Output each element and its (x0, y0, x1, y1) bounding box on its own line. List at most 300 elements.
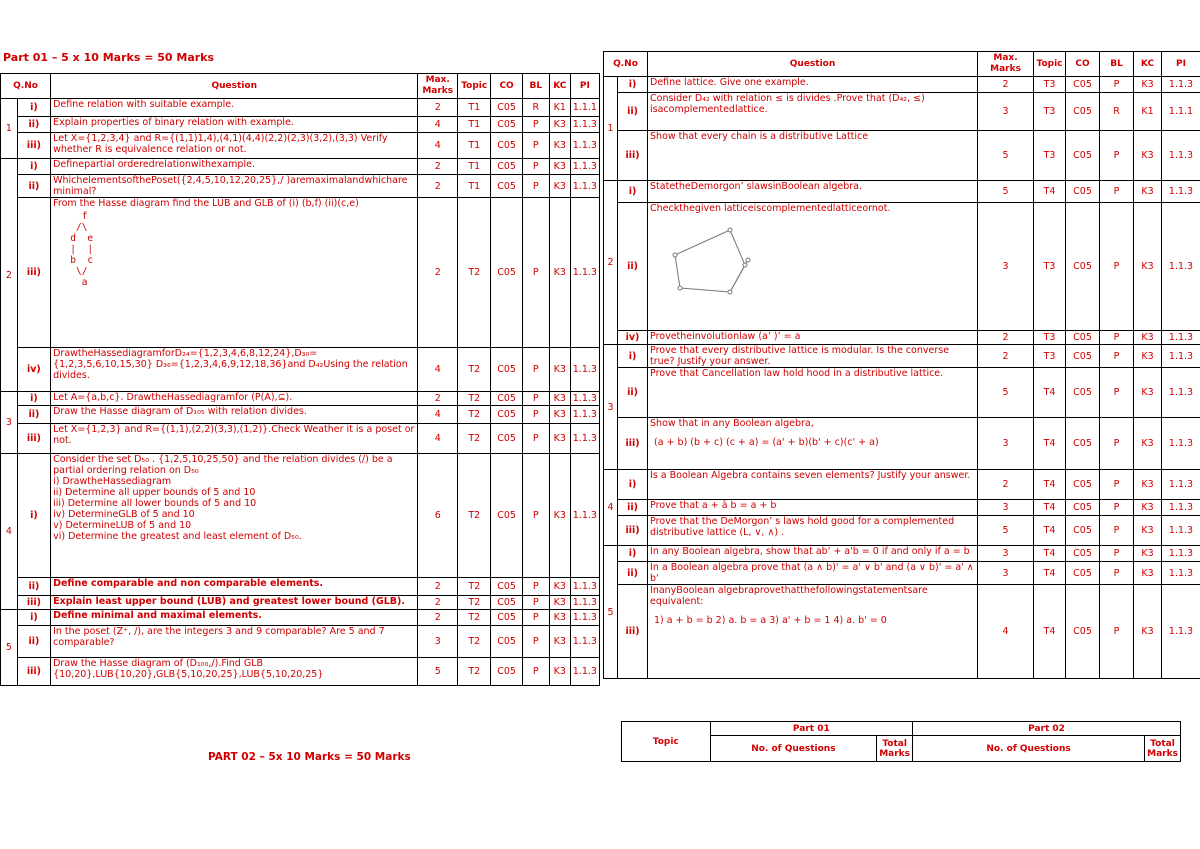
co-value: C05 (1066, 585, 1100, 679)
bl-value: P (1100, 470, 1134, 500)
topic-value: T2 (458, 578, 491, 596)
question-subitem: iv) DetermineGLB of 5 and 10 (53, 509, 195, 520)
marks-value: 2 (978, 345, 1034, 368)
bl-value: P (522, 175, 549, 198)
kc-value: K3 (549, 578, 570, 596)
question-text (648, 93, 978, 131)
question-text-line: Explain least upper bound (LUB) and greatest lower bound (GLB). (53, 596, 405, 607)
co-value: C05 (491, 454, 522, 578)
topic-value: T2 (458, 392, 491, 406)
sub-question-number: iii) (17, 424, 50, 454)
co-value: C05 (1066, 368, 1100, 418)
sub-question-number: iv) (618, 331, 648, 345)
topic-value: T4 (1034, 585, 1066, 679)
co-value: C05 (1066, 562, 1100, 585)
question-text (648, 331, 978, 345)
co-value: C05 (491, 578, 522, 596)
pi-value: 1.1.3 (1162, 181, 1200, 203)
table-row (604, 562, 1200, 585)
marks-value: 6 (418, 454, 458, 578)
pi-value: 1.1.3 (570, 133, 599, 159)
pi-value: 1.1.3 (570, 610, 599, 626)
bl-value: P (522, 424, 549, 454)
bl-value: P (1100, 77, 1134, 93)
sub-question-number: i) (618, 181, 648, 203)
question-text (51, 99, 418, 117)
bl-value: P (522, 596, 549, 610)
topic-value: T2 (458, 454, 491, 578)
kc-value: K3 (1134, 77, 1162, 93)
kc-value: K3 (549, 596, 570, 610)
co-value: C05 (1066, 331, 1100, 345)
topic-value: T3 (1034, 203, 1066, 331)
table-row (1, 133, 600, 159)
marks-value: 2 (418, 596, 458, 610)
question-text-line: Prove that a + ā b = a + b (650, 500, 777, 511)
pi-value: 1.1.3 (570, 424, 599, 454)
question-text (648, 585, 978, 679)
pi-value: 1.1.3 (1162, 585, 1200, 679)
topic-value: T4 (1034, 516, 1066, 546)
question-subitem: v) DetermineLUB of 5 and 10 (53, 520, 192, 531)
sub-question-number: iii) (618, 131, 648, 181)
summary-part02-label: Part 02 (913, 722, 1181, 736)
bl-value: P (522, 133, 549, 159)
pi-value: 1.1.3 (570, 658, 599, 686)
co-value: C05 (491, 133, 522, 159)
question-text (648, 181, 978, 203)
header-pi: PI (1162, 52, 1200, 77)
kc-value: K3 (1134, 500, 1162, 516)
question-text-line: In a Boolean algebra prove that (a ∧ b)' = a' ∨ b' and (a ∨ b)' = a' ∧ b' (650, 562, 974, 584)
sub-question-number: i) (618, 77, 648, 93)
question-text-line: Prove that Cancellation law hold hood in a distributive lattice. (650, 368, 944, 379)
topic-value: T2 (458, 658, 491, 686)
pi-value: 1.1.3 (570, 392, 599, 406)
marks-summary-table (621, 721, 1181, 762)
co-value: C05 (1066, 500, 1100, 516)
question-text (51, 454, 418, 578)
marks-value: 2 (418, 159, 458, 175)
marks-value: 2 (418, 578, 458, 596)
part1-question-table (0, 73, 600, 686)
bl-value: P (522, 658, 549, 686)
marks-value: 2 (978, 470, 1034, 500)
question-formula: 1) a + b = b 2) a. b = a 3) a' + b = 1 4) a. b' = 0 (654, 615, 887, 626)
sub-question-number: iii) (17, 596, 50, 610)
marks-value: 4 (418, 117, 458, 133)
kc-value: K3 (549, 392, 570, 406)
marks-value: 4 (418, 424, 458, 454)
header-kc: KC (549, 74, 570, 99)
co-value: C05 (491, 658, 522, 686)
table-row (604, 77, 1200, 93)
table-row (1, 175, 600, 198)
total-label: Total (1150, 738, 1175, 749)
co-value: C05 (491, 406, 522, 424)
sub-question-number: iii) (17, 133, 50, 159)
kc-value: K3 (1134, 331, 1162, 345)
bl-value: P (522, 348, 549, 392)
kc-value: K3 (1134, 203, 1162, 331)
question-subitem: ii) Determine all upper bounds of 5 and 10 (53, 487, 256, 498)
co-value: C05 (1066, 203, 1100, 331)
summary-topic-label: Topic (622, 722, 711, 762)
question-text-line: Definepartial orderedrelationwithexample. (53, 159, 255, 170)
sub-question-number: ii) (17, 626, 50, 658)
kc-value: K3 (549, 626, 570, 658)
topic-value: T3 (1034, 77, 1066, 93)
bl-value: P (1100, 331, 1134, 345)
marks-label: Marks (1147, 748, 1178, 759)
header-topic: Topic (1034, 52, 1066, 77)
marks-value: 3 (978, 93, 1034, 131)
kc-value: K1 (1134, 93, 1162, 131)
bl-value: P (1100, 203, 1134, 331)
kc-value: K3 (549, 117, 570, 133)
pi-value: 1.1.1 (570, 99, 599, 117)
topic-value: T3 (1034, 345, 1066, 368)
sub-question-number: ii) (618, 203, 648, 331)
co-value: C05 (491, 348, 522, 392)
topic-value: T2 (458, 198, 491, 348)
table-row (1, 198, 600, 348)
sub-question-number: i) (618, 470, 648, 500)
part1-title: Part 01 – 5 x 10 Marks = 50 Marks (3, 51, 215, 64)
co-value: C05 (1066, 546, 1100, 562)
bl-value: P (522, 117, 549, 133)
table-row (1, 159, 600, 175)
marks-value: 2 (418, 392, 458, 406)
table-row (1, 578, 600, 596)
topic-value: T2 (458, 626, 491, 658)
table-row (1, 626, 600, 658)
lattice-diagram (650, 220, 975, 300)
table-row (604, 418, 1200, 470)
bl-value: P (522, 406, 549, 424)
question-text (648, 562, 978, 585)
kc-value: K3 (1134, 345, 1162, 368)
topic-value: T4 (1034, 418, 1066, 470)
question-text-line: Explain properties of binary relation with example. (53, 117, 294, 128)
sub-question-number: ii) (17, 578, 50, 596)
marks-label: Marks (879, 748, 911, 759)
marks-value: 4 (418, 133, 458, 159)
header-qno: Q.No (1, 74, 51, 99)
co-value: C05 (491, 610, 522, 626)
question-text (51, 610, 418, 626)
pi-value: 1.1.1 (1162, 93, 1200, 131)
question-text (648, 470, 978, 500)
table-row (1, 392, 600, 406)
pi-value: 1.1.3 (1162, 516, 1200, 546)
pi-value: 1.1.3 (1162, 546, 1200, 562)
question-subitem: iii) Determine all lower bounds of 5 and 10 (53, 498, 257, 509)
question-number: 3 (604, 345, 618, 470)
header-qno: Q.No (604, 52, 648, 77)
pi-value: 1.1.3 (1162, 345, 1200, 368)
co-value: C05 (1066, 516, 1100, 546)
question-text-line: Prove that every distributive lattice is modular. Is the converse true? Justify your answer. (650, 345, 950, 367)
question-text-line: In the poset (Z⁺, /), are the integers 3 and 9 comparable? Are 5 and 7 comparable? (53, 626, 385, 648)
question-text-line: Define relation with suitable example. (53, 99, 235, 110)
co-value: C05 (1066, 181, 1100, 203)
header-topic: Topic (458, 74, 491, 99)
part2-question-table (603, 51, 1200, 679)
topic-value: T2 (458, 610, 491, 626)
question-text-line: Draw the Hasse diagram of (D₁₀₀,/).Find GLB {10,20},LUB{10,20},GLB{5,10,20,25},LUB{5,10,20,25} (53, 658, 324, 680)
question-text (51, 175, 418, 198)
kc-value: K3 (549, 454, 570, 578)
kc-value: K3 (1134, 418, 1162, 470)
question-text-line: StatetheDemorgon’ slawsinBoolean algebra. (650, 181, 863, 192)
total-label: Total (882, 738, 907, 749)
table-row (604, 500, 1200, 516)
question-text-line: Consider D₄₂ with relation ≤ is divides .Prove that (D₄₂, ≤) isacomplementedlattice. (650, 93, 925, 115)
question-number: 3 (1, 392, 18, 454)
question-formula: (a + b) (b + c) (c + a) = (a' + b)(b' + c)(c' + a) (654, 437, 879, 448)
pi-value: 1.1.3 (570, 175, 599, 198)
question-text (51, 626, 418, 658)
sub-question-number: iii) (618, 516, 648, 546)
table-row (1, 596, 600, 610)
question-text (51, 117, 418, 133)
pi-value: 1.1.3 (570, 117, 599, 133)
header-question: Question (648, 52, 978, 77)
topic-value: T2 (458, 424, 491, 454)
bl-value: R (1100, 93, 1134, 131)
topic-value: T4 (1034, 546, 1066, 562)
marks-value: 3 (978, 418, 1034, 470)
pi-value: 1.1.3 (570, 348, 599, 392)
topic-value: T4 (1034, 500, 1066, 516)
topic-value: T4 (1034, 368, 1066, 418)
pi-value: 1.1.3 (1162, 500, 1200, 516)
question-text-line: Is a Boolean Algebra contains seven elements? Justify your answer. (650, 470, 971, 481)
header-kc: KC (1134, 52, 1162, 77)
kc-value: K1 (549, 99, 570, 117)
topic-value: T4 (1034, 181, 1066, 203)
marks-value: 3 (978, 546, 1034, 562)
question-text-line: Show that in any Boolean algebra, (650, 418, 814, 429)
question-text-line: From the Hasse diagram find the LUB and GLB of (i) (b,f) (ii)(c,e) (53, 198, 359, 209)
pi-value: 1.1.3 (1162, 470, 1200, 500)
pi-value: 1.1.3 (570, 454, 599, 578)
question-text (648, 516, 978, 546)
question-text-line: Show that every chain is a distributive Lattice (650, 131, 869, 142)
sub-question-number: iii) (17, 658, 50, 686)
table-row (1, 99, 600, 117)
kc-value: K3 (1134, 562, 1162, 585)
sub-question-number: ii) (618, 562, 648, 585)
table-row (1, 658, 600, 686)
question-number: 5 (1, 610, 18, 686)
question-text (648, 546, 978, 562)
pi-value: 1.1.3 (1162, 77, 1200, 93)
marks-value: 3 (418, 626, 458, 658)
sub-question-number: ii) (618, 368, 648, 418)
kc-value: K3 (549, 424, 570, 454)
question-text-line: DrawtheHassediagramforD₂₄={1,2,3,4,6,8,12,24},D₃₀={1,2,3,5,6,10,15,30} D₃₆={1,2,3,4,6,9,12,18,36}and D₄₂Using the relation divides. (53, 348, 408, 381)
table-row (604, 368, 1200, 418)
question-text-line: In any Boolean algebra, show that ab' + a'b = 0 if and only if a = b (650, 546, 970, 557)
co-value: C05 (1066, 345, 1100, 368)
bl-value: P (1100, 418, 1134, 470)
pi-value: 1.1.3 (1162, 418, 1200, 470)
table-header-row (1, 74, 600, 99)
question-text-line: InanyBoolean algebraprovethatthefollowingstatementsare equivalent: (650, 585, 928, 607)
kc-value: K3 (1134, 585, 1162, 679)
kc-value: K3 (1134, 181, 1162, 203)
co-value: C05 (1066, 470, 1100, 500)
kc-value: K3 (549, 175, 570, 198)
bl-value: P (1100, 585, 1134, 679)
kc-value: K3 (549, 133, 570, 159)
co-value: C05 (1066, 418, 1100, 470)
co-value: C05 (1066, 131, 1100, 181)
topic-value: T1 (458, 99, 491, 117)
table-row (604, 181, 1200, 203)
marks-value: 3 (978, 203, 1034, 331)
co-value: C05 (491, 99, 522, 117)
bl-value: P (522, 159, 549, 175)
question-subitem: i) DrawtheHassediagram (53, 476, 172, 487)
pi-value: 1.1.3 (570, 198, 599, 348)
co-value: C05 (491, 175, 522, 198)
table-header-row (604, 52, 1200, 77)
kc-value: K3 (549, 406, 570, 424)
header-bl: BL (522, 74, 549, 99)
question-text-line: Let A={a,b,c}. DrawtheHassediagramfor (P(A),⊆). (53, 392, 293, 403)
table-row (1, 117, 600, 133)
topic-value: T1 (458, 133, 491, 159)
question-text-line: Checkthegiven latticeiscomplementedlatticeornot. (650, 203, 891, 214)
co-value: C05 (491, 117, 522, 133)
question-text-line: WhichelementsofthePoset({2,4,5,10,12,20,25},/ )aremaximalandwhichare minimal? (53, 175, 408, 197)
marks-value: 3 (978, 500, 1034, 516)
question-number: 5 (604, 546, 618, 679)
marks-value: 3 (978, 562, 1034, 585)
topic-value: T1 (458, 117, 491, 133)
header-marks: Max. Marks (978, 52, 1034, 77)
sub-question-number: ii) (17, 175, 50, 198)
question-text (51, 348, 418, 392)
bl-value: P (1100, 562, 1134, 585)
header-marks: Max. Marks (418, 74, 458, 99)
question-text-line: Consider the set D₅₀ . {1,2,5,10,25,50} and the relation divides (/) be a partial ordering relation on D₅₀ (53, 454, 393, 476)
question-text (51, 198, 418, 348)
co-value: C05 (491, 159, 522, 175)
bl-value: P (1100, 546, 1134, 562)
marks-value: 2 (418, 99, 458, 117)
sub-question-number: iv) (17, 348, 50, 392)
question-number: 4 (604, 470, 618, 546)
topic-value: T4 (1034, 562, 1066, 585)
table-row (604, 203, 1200, 331)
table-row (604, 470, 1200, 500)
table-row (604, 93, 1200, 131)
marks-value: 5 (978, 131, 1034, 181)
kc-value: K3 (1134, 470, 1162, 500)
bl-value: R (522, 99, 549, 117)
bl-value: P (1100, 181, 1134, 203)
table-row (604, 546, 1200, 562)
question-number: 2 (604, 181, 618, 345)
question-text (51, 596, 418, 610)
table-row (1, 348, 600, 392)
pi-value: 1.1.3 (1162, 562, 1200, 585)
pi-value: 1.1.3 (570, 406, 599, 424)
sub-question-number: ii) (17, 406, 50, 424)
co-value: C05 (491, 596, 522, 610)
marks-value: 2 (418, 198, 458, 348)
bl-value: P (522, 454, 549, 578)
co-value: C05 (491, 626, 522, 658)
topic-value: T2 (458, 406, 491, 424)
table-row (1, 454, 600, 578)
question-text (648, 418, 978, 470)
marks-value: 4 (418, 348, 458, 392)
bl-value: P (1100, 516, 1134, 546)
question-text-line: Draw the Hasse diagram of D₁₀₅ with relation divides. (53, 406, 307, 417)
question-text-line: Define lattice. Give one example. (650, 77, 809, 88)
bl-value: P (1100, 500, 1134, 516)
header-co: CO (491, 74, 522, 99)
question-text (51, 406, 418, 424)
question-text-line: Define minimal and maximal elements. (53, 610, 262, 621)
question-text-line: Let X={1,2,3} and R={(1,1),(2,2)(3,3),(1,2)}.Check Weather it is a poset or not. (53, 424, 415, 446)
bl-value: P (522, 392, 549, 406)
pi-value: 1.1.3 (570, 159, 599, 175)
sub-question-number: i) (17, 392, 50, 406)
marks-value: 4 (978, 585, 1034, 679)
pi-value: 1.1.3 (1162, 368, 1200, 418)
question-text (648, 345, 978, 368)
bl-value: P (522, 626, 549, 658)
question-text (51, 658, 418, 686)
question-text (648, 368, 978, 418)
sub-question-number: ii) (618, 93, 648, 131)
question-text (51, 424, 418, 454)
kc-value: K3 (549, 610, 570, 626)
question-text (51, 159, 418, 175)
co-value: C05 (491, 198, 522, 348)
marks-value: 5 (978, 181, 1034, 203)
kc-value: K3 (549, 198, 570, 348)
question-text (648, 500, 978, 516)
marks-value: 5 (978, 368, 1034, 418)
question-number: 1 (1, 99, 18, 159)
table-row (604, 516, 1200, 546)
marks-value: 2 (978, 77, 1034, 93)
table-row (604, 131, 1200, 181)
hasse-diagram: f /\ d e | | b c \/ a (70, 211, 94, 288)
question-number: 2 (1, 159, 18, 392)
summary-part01-total (877, 736, 913, 762)
pi-value: 1.1.3 (1162, 131, 1200, 181)
kc-value: K3 (549, 658, 570, 686)
question-number: 4 (1, 454, 18, 610)
part2-title: PART 02 – 5x 10 Marks = 50 Marks (208, 751, 411, 763)
kc-value: K3 (549, 348, 570, 392)
co-value: C05 (491, 424, 522, 454)
header-question: Question (51, 74, 418, 99)
question-text-line: Let X={1,2,3,4} and R={(1,1)1,4),(4,1)(4,4)(2,2)(2,3)(3,2),(3,3) Verify whether R is equivalence relation or not. (53, 133, 388, 155)
question-subitem: vi) Determine the greatest and least element of D₅₀. (53, 531, 302, 542)
question-text-line: Define comparable and non comparable elements. (53, 578, 324, 589)
bl-value: P (1100, 131, 1134, 181)
table-row (604, 345, 1200, 368)
